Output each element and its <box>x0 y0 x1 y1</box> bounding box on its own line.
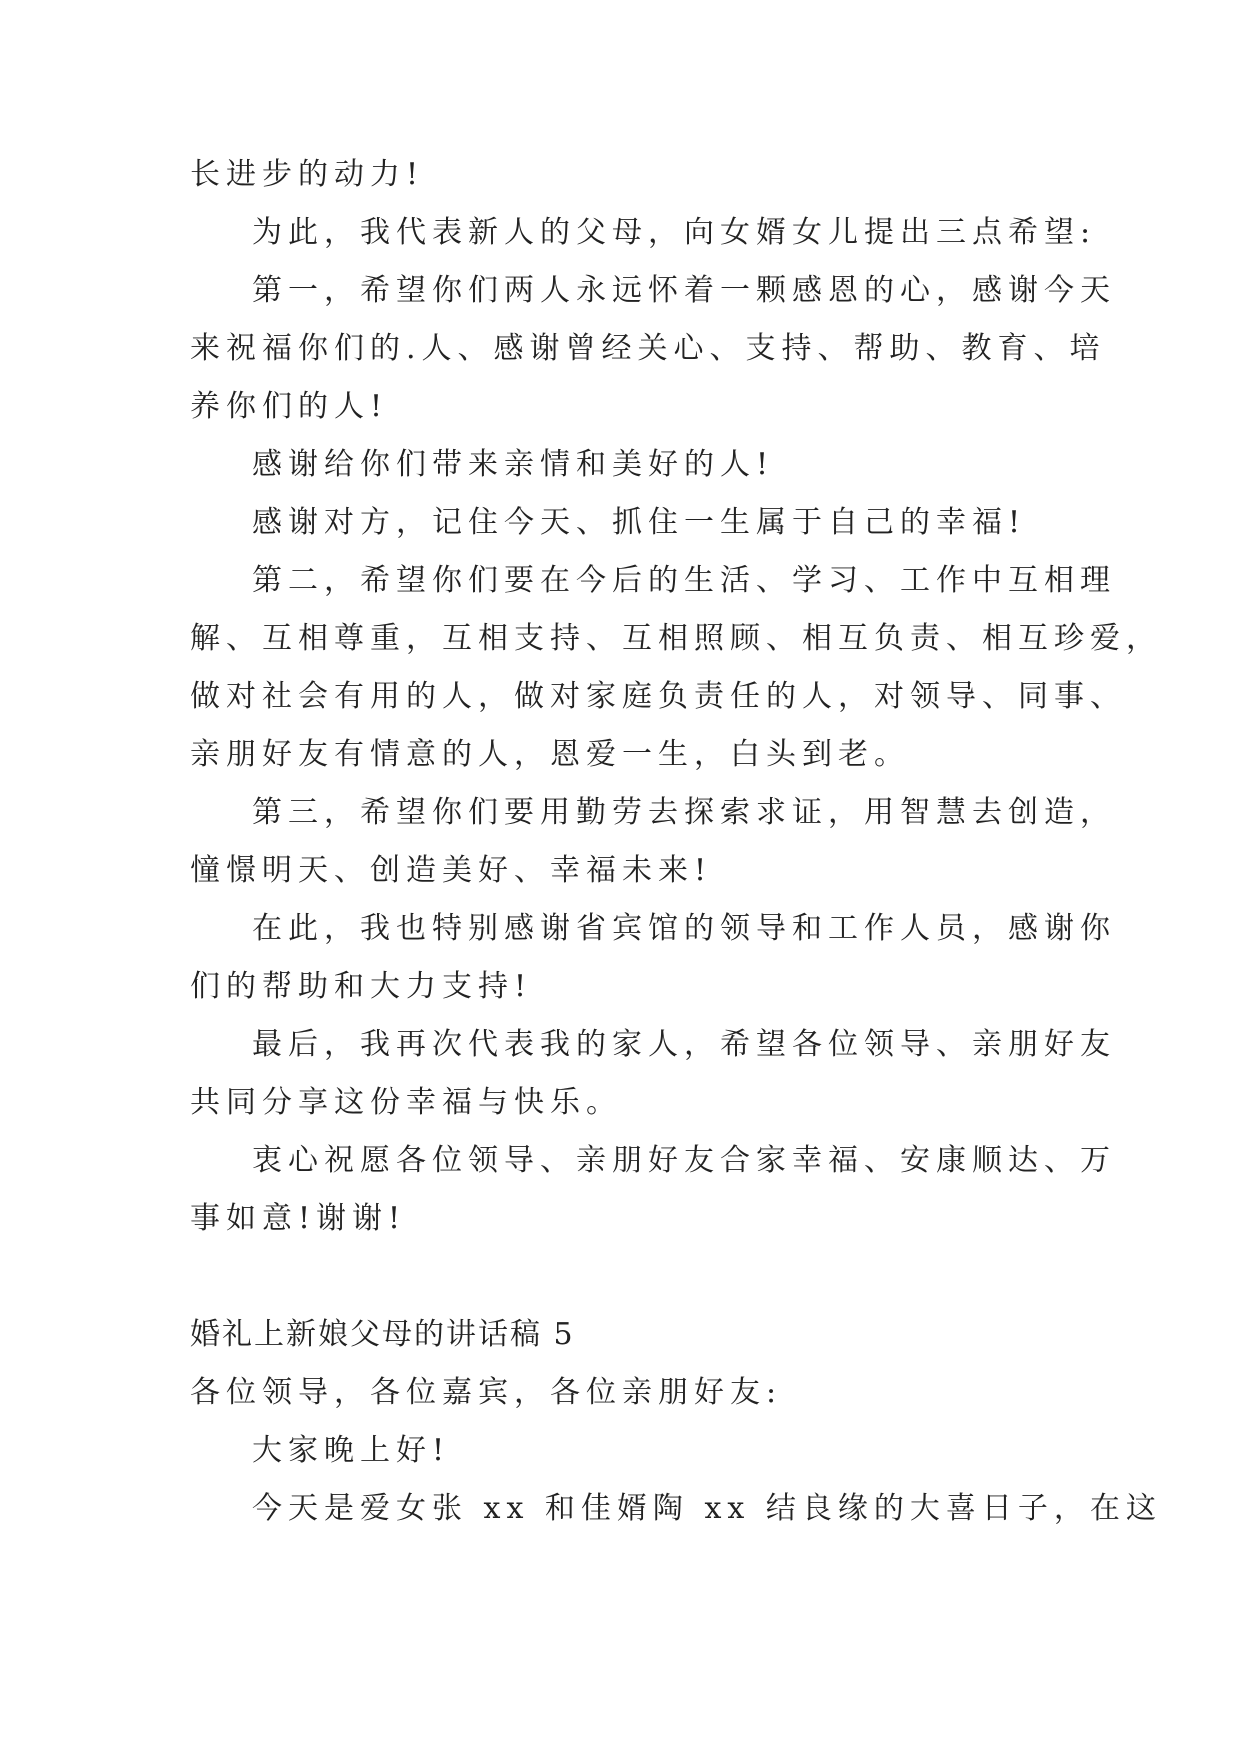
paragraph-line: 最后，我再次代表我的家人，希望各位领导、亲朋好友 <box>252 1027 1116 1062</box>
paragraph-line: 第三，希望你们要用勤劳去探索求证，用智慧去创造， <box>252 795 1116 830</box>
paragraph-line: 养你们的人! <box>190 389 389 424</box>
paragraph-line: 在此，我也特别感谢省宾馆的领导和工作人员，感谢你 <box>252 911 1116 946</box>
blank-line <box>190 1248 1070 1306</box>
paragraph-line: 感谢对方，记住今天、抓住一生属于自己的幸福! <box>252 505 1027 540</box>
paragraph-line: 长进步的动力! <box>190 157 425 192</box>
paragraph-line: 亲朋好友有情意的人，恩爱一生，白头到老。 <box>190 737 910 772</box>
paragraph-line: 们的帮助和大力支持! <box>190 969 533 1004</box>
section-heading: 婚礼上新娘父母的讲话稿 5 <box>190 1317 575 1352</box>
paragraph-line: 事如意!谢谢! <box>190 1201 407 1236</box>
paragraph-line: 衷心祝愿各位领导、亲朋好友合家幸福、安康顺达、万 <box>252 1143 1116 1178</box>
paragraph-line: 大家晚上好! <box>252 1433 451 1468</box>
paragraph-line: 做对社会有用的人，做对家庭负责任的人，对领导、同事、 <box>190 679 1126 714</box>
paragraph-line: 憧憬明天、创造美好、幸福未来! <box>190 853 713 888</box>
paragraph-line: 感谢给你们带来亲情和美好的人! <box>252 447 775 482</box>
paragraph-line: 第二，希望你们要在今后的生活、学习、工作中互相理 <box>252 563 1116 598</box>
paragraph-line: 共同分享这份幸福与快乐。 <box>190 1085 622 1120</box>
paragraph-line: 解、互相尊重，互相支持、互相照顾、相互负责、相互珍爱， <box>190 621 1162 656</box>
salutation-line: 各位领导，各位嘉宾，各位亲朋好友: <box>190 1375 783 1410</box>
paragraph-line: 来祝福你们的.人、感谢曾经关心、支持、帮助、教育、培 <box>190 331 1106 366</box>
document-body <box>190 146 1162 1538</box>
paragraph-line: 第一，希望你们两人永远怀着一颗感恩的心，感谢今天 <box>252 273 1116 308</box>
paragraph-line: 为此，我代表新人的父母，向女婿女儿提出三点希望: <box>252 215 1097 250</box>
paragraph-line: 今天是爱女张 xx 和佳婿陶 xx 结良缘的大喜日子，在这 <box>252 1491 1162 1526</box>
